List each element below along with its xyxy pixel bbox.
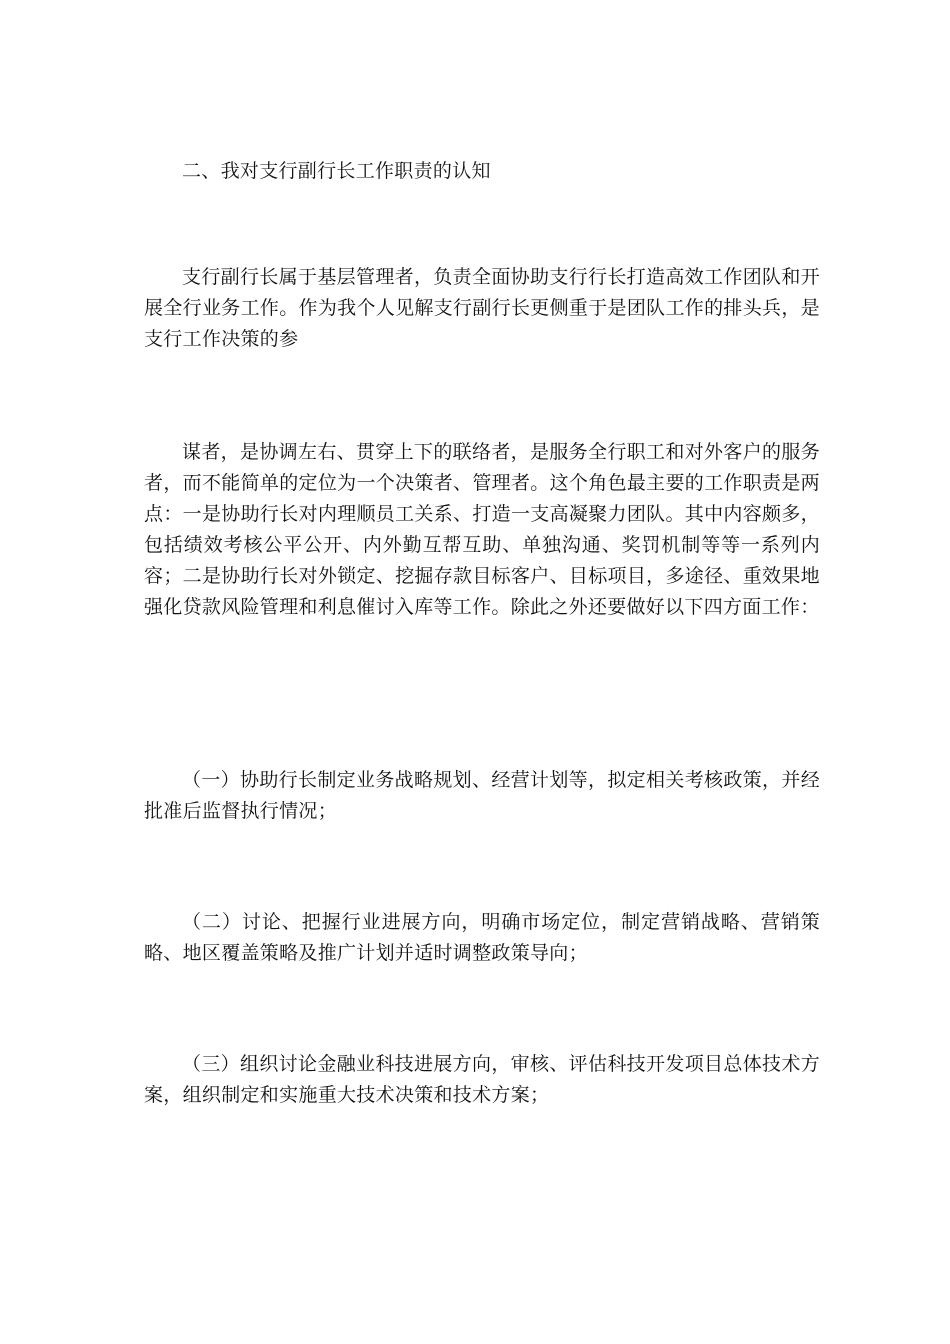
paragraph-role-definition: 支行副行长属于基层管理者，负责全面协助支行行长打造高效工作团队和开展全行业务工作。作为我个人见解支行副行长更侧重于是团队工作的排头兵，是支行工作决策的参	[144, 266, 820, 350]
list-item-strategy: （一）协助行长制定业务战略规划、经营计划等，拟定相关考核政策，并经批准后监督执行情况；	[144, 769, 820, 822]
section-heading: 二、我对支行副行长工作职责的认知	[182, 160, 491, 182]
list-item-marketing: （二）讨论、把握行业进展方向，明确市场定位，制定营销战略、营销策略、地区覆盖策略及推广计划并适时调整政策导向；	[144, 911, 820, 964]
list-item-technology: （三）组织讨论金融业科技进展方向，审核、评估科技开发项目总体技术方案，组织制定和实施重大技术决策和技术方案；	[144, 1053, 820, 1106]
paragraph-responsibilities: 谋者，是协调左右、贯穿上下的联络者，是服务全行职工和对外客户的服务者，而不能简单的定位为一个决策者、管理者。这个角色最主要的工作职责是两点：一是协助行长对内理顺员工关系、打造一支高凝聚力团队。其中内容颇多，包括绩效考核公平公开、内外勤互帮互助、单独沟通、奖罚机制等等一系列内容；二是协助行长对外锁定、挖掘存款目标客户、目标项目，多途径、重效果地强化贷款风险管理和利息催讨入库等工作。除此之外还要做好以下四方面工作：	[144, 441, 820, 618]
